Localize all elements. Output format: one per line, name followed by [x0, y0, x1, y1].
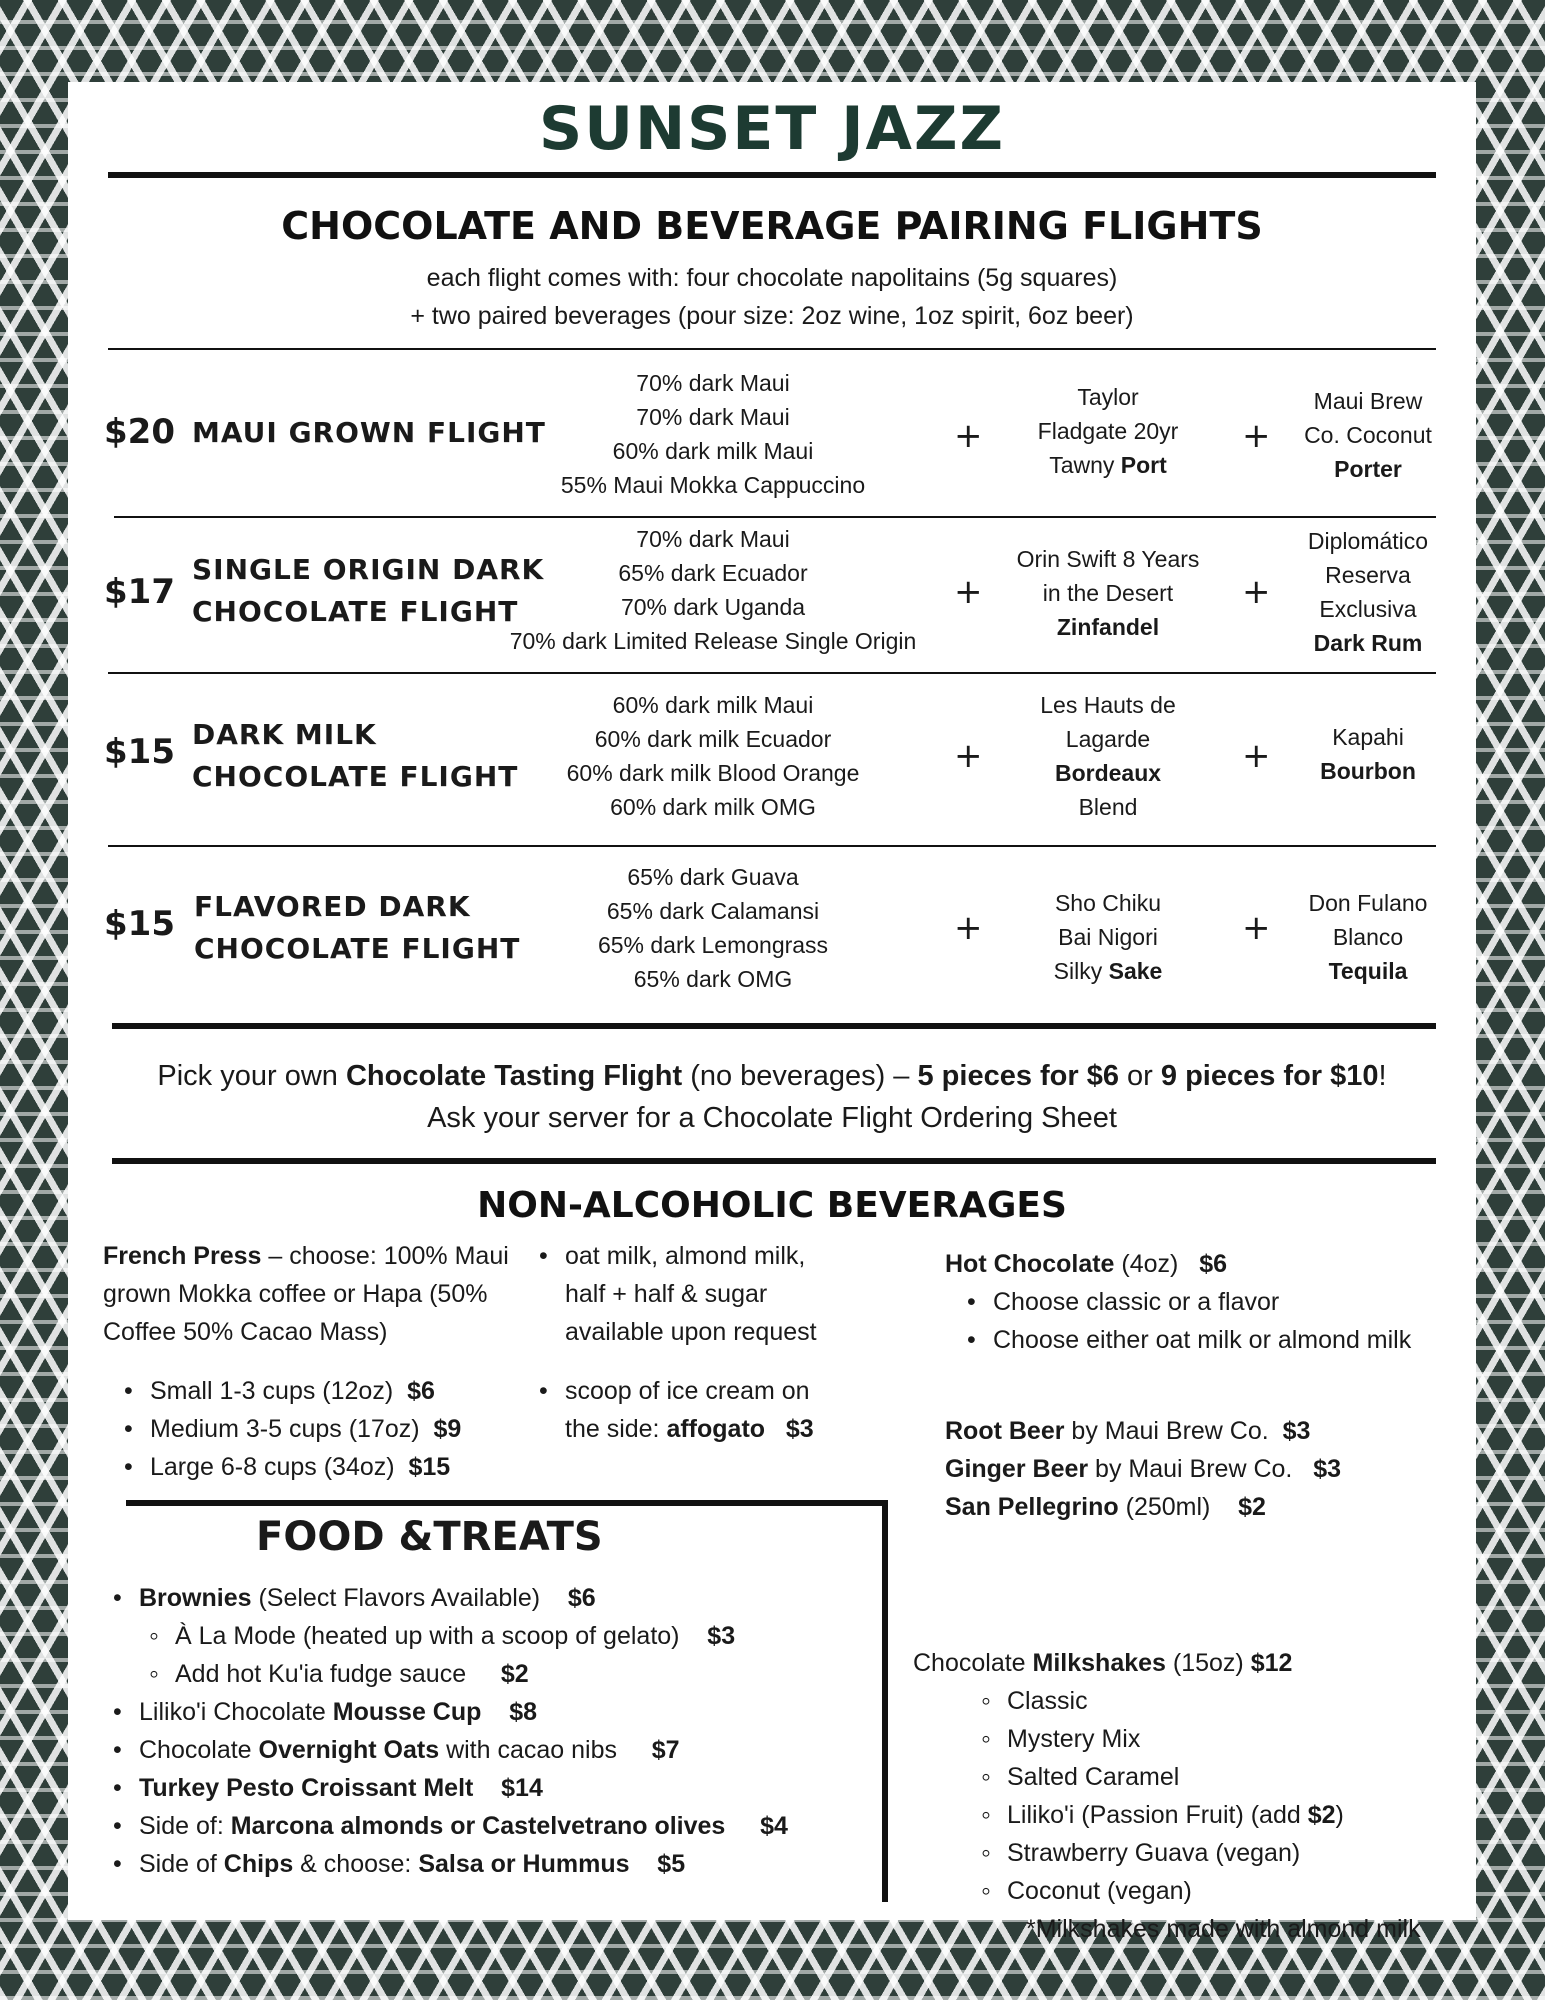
food-price: $8	[509, 1698, 537, 1726]
plus-icon: +	[954, 908, 983, 948]
list-item: ◦ Salted Caramel	[1007, 1758, 1427, 1796]
beverage-type: Tequila	[1328, 958, 1408, 984]
flight-price: $20	[104, 412, 175, 452]
food-detail: Side of:	[139, 1812, 231, 1840]
list-item	[175, 1617, 879, 1655]
french-press-label: French Press	[103, 1242, 262, 1270]
soda-detail: by Maui Brew Co.	[1064, 1417, 1269, 1445]
soda-row	[945, 1488, 1425, 1526]
food-name: Mousse Cup	[332, 1698, 482, 1726]
size-price: $6	[407, 1377, 435, 1405]
milkshake-size: (15oz)	[1165, 1649, 1251, 1677]
flight-name-line: CHOCOLATE FLIGHT	[192, 760, 519, 793]
soda-price: $3	[1282, 1417, 1311, 1445]
chocolate-item: 70% dark Maui	[636, 526, 790, 552]
food-price: $5	[657, 1850, 686, 1878]
milkshakes	[913, 1644, 1292, 1682]
divider	[108, 672, 1436, 674]
list-item: ◦ Mystery Mix	[1007, 1720, 1427, 1758]
soda-name: Root Beer	[945, 1417, 1065, 1445]
beverage-line: Lagarde	[1065, 726, 1151, 752]
beverage-type: Bourbon	[1320, 758, 1416, 784]
beverage-type: Zinfandel	[1056, 614, 1160, 640]
beverage-line	[1268, 954, 1468, 988]
milkshake-flavor-text: )	[1335, 1801, 1344, 1829]
chocolate-item: 70% dark Maui	[636, 370, 790, 396]
beverage-line: Exclusiva	[1319, 596, 1417, 622]
chocolate-item: 60% dark milk Ecuador	[594, 726, 832, 752]
list-item	[565, 1237, 865, 1351]
beverage-line: Bai Nigori	[1058, 924, 1158, 950]
flight-name-line: SINGLE ORIGIN DARK	[192, 553, 545, 586]
milk-line: half + half & sugar	[565, 1280, 768, 1308]
food-detail: & choose:	[293, 1850, 419, 1878]
flight-beverage-1	[998, 380, 1218, 482]
flight-beverage-1	[998, 688, 1218, 824]
title-rule	[108, 172, 1436, 178]
note-bold: 9 pieces for $10	[1160, 1060, 1379, 1092]
french-press-text: – choose: 100% Maui	[261, 1242, 509, 1270]
flight-beverage-1	[998, 886, 1218, 988]
hot-chocolate-price: $6	[1199, 1250, 1228, 1278]
hot-chocolate	[945, 1245, 1227, 1283]
list-item	[150, 1448, 530, 1486]
beverage-line: Maui Brew	[1313, 388, 1423, 414]
food-detail: Chocolate	[139, 1736, 259, 1764]
hot-chocolate-options	[993, 1283, 1443, 1359]
chocolate-item: 65% dark Calamansi	[606, 898, 820, 924]
beverage-line	[988, 610, 1228, 644]
milkshake-note: *Milkshakes made with almond milk	[1026, 1915, 1421, 1943]
beverage-line	[998, 756, 1218, 790]
soda-detail: by Maui Brew Co.	[1088, 1455, 1293, 1483]
affogato-line: • scoop of ice cream on	[565, 1377, 810, 1405]
beverage-line: Orin Swift 8 Years	[1016, 546, 1200, 572]
food-price: $4	[760, 1812, 788, 1840]
size-label: Large 6-8 cups (34oz)	[150, 1453, 395, 1481]
affogato	[565, 1372, 865, 1448]
flight-name	[192, 549, 544, 633]
flight-price: $15	[104, 732, 175, 772]
list-item	[139, 1769, 879, 1807]
flight-beverage-2	[1268, 720, 1468, 788]
flight-chocolates	[518, 860, 908, 996]
beverage-type: Port	[1120, 452, 1167, 478]
flight-beverage-1	[988, 542, 1228, 644]
plus-icon: +	[954, 416, 983, 456]
hot-chocolate-size: (4oz)	[1114, 1250, 1179, 1278]
milkshake-text: Chocolate	[913, 1649, 1033, 1677]
affogato-text: the side:	[565, 1415, 667, 1443]
page-title: SUNSET JAZZ	[539, 94, 1005, 164]
flight-name	[194, 886, 520, 970]
beverage-line: Reserva	[1325, 562, 1411, 588]
food-name: Chips	[223, 1850, 294, 1878]
list-item: • Choose classic or a flavor	[993, 1283, 1443, 1321]
beverage-type: Porter	[1334, 456, 1402, 482]
beverage-line: Blend	[1078, 794, 1138, 820]
chocolate-item: 60% dark milk Maui	[612, 438, 814, 464]
flight-chocolates	[518, 366, 908, 502]
flight-beverage-2	[1268, 524, 1468, 660]
french-press-line: grown Mokka coffee or Hapa (50%	[103, 1280, 488, 1308]
affogato-line	[565, 1410, 865, 1448]
flight-name-line: DARK MILK	[192, 718, 377, 751]
milkshake-flavors	[1007, 1682, 1427, 1910]
beverage-type: Sake	[1108, 958, 1163, 984]
beverage-line: Taylor	[1077, 384, 1139, 410]
size-label: Small 1-3 cups (12oz)	[150, 1377, 394, 1405]
list-item: ◦ Classic	[1007, 1682, 1427, 1720]
french-press	[103, 1237, 523, 1351]
milkshake-flavor-text: Liliko'i (Passion Fruit) (add	[1007, 1801, 1308, 1829]
divider	[108, 845, 1436, 847]
beverage-line: Diplomático	[1307, 528, 1429, 554]
list-item	[150, 1410, 530, 1448]
milk-line: • oat milk, almond milk,	[565, 1242, 806, 1270]
list-item	[175, 1655, 879, 1693]
note-text: (no beverages) –	[682, 1060, 918, 1092]
beverage-line: Blanco	[1332, 924, 1404, 950]
beverage-type: Dark Rum	[1313, 630, 1423, 656]
milkshake-label: Milkshakes	[1032, 1649, 1166, 1677]
divider	[114, 516, 1436, 518]
beverage-prefix: Tawny	[1049, 452, 1121, 478]
food-price: $2	[500, 1660, 529, 1688]
milk-line: available upon request	[565, 1318, 817, 1346]
plus-icon: +	[954, 736, 983, 776]
food-detail: (Select Flavors Available)	[251, 1584, 541, 1612]
list-item	[1007, 1796, 1427, 1834]
food-box-top-rule	[126, 1500, 886, 1506]
note-bold: Chocolate Tasting Flight	[345, 1060, 683, 1092]
flight-chocolates	[518, 688, 908, 824]
beverage-line	[1268, 754, 1468, 788]
plus-icon: +	[1242, 572, 1271, 612]
flights-subtitle-2: + two paired beverages (pour size: 2oz wine, 1oz spirit, 6oz beer)	[410, 302, 1134, 330]
note-text: !	[1378, 1060, 1387, 1092]
food-box-side-rule	[882, 1500, 888, 1902]
flight-name-line: CHOCOLATE FLIGHT	[194, 932, 521, 965]
plus-icon: +	[1242, 908, 1271, 948]
affogato-label: affogato	[666, 1415, 766, 1443]
tasting-flight-ask: Ask your server for a Chocolate Flight Ordering Sheet	[427, 1102, 1117, 1134]
soda-name: Ginger Beer	[945, 1455, 1089, 1483]
chocolate-item: 70% dark Maui	[636, 404, 790, 430]
soda-name: San Pellegrino	[945, 1493, 1119, 1521]
size-price: $9	[433, 1415, 462, 1443]
beverage-line	[998, 448, 1218, 482]
chocolate-item: 55% Maui Mokka Cappuccino	[560, 472, 866, 498]
soda-detail: (250ml)	[1118, 1493, 1211, 1521]
list-item	[139, 1693, 879, 1731]
chocolate-item: 65% dark OMG	[633, 966, 793, 992]
food-price: $6	[567, 1584, 596, 1612]
divider-thick	[112, 1158, 1436, 1164]
french-press-line	[103, 1237, 523, 1275]
flights-subtitle-1: each flight comes with: four chocolate napolitains (5g squares)	[426, 264, 1118, 292]
food-detail: Liliko'i Chocolate	[139, 1698, 333, 1726]
sodas	[945, 1412, 1425, 1526]
food-title: FOOD &TREATS	[256, 1514, 603, 1560]
food-detail: À La Mode (heated up with a scoop of gelato)	[175, 1622, 680, 1650]
size-price: $15	[408, 1453, 451, 1481]
food-price: $3	[707, 1622, 736, 1650]
note-text: or	[1119, 1060, 1161, 1092]
beverage-line	[1268, 452, 1468, 486]
beverage-prefix: Silky	[1053, 958, 1109, 984]
divider	[108, 348, 1436, 350]
beverage-line: Co. Coconut	[1304, 422, 1432, 448]
flight-name	[192, 714, 518, 798]
beverage-line: Sho Chiku	[1054, 890, 1162, 916]
beverage-type: Bordeaux	[1054, 760, 1162, 786]
beverage-line: Don Fulano	[1308, 890, 1428, 916]
divider-thick	[112, 1023, 1436, 1029]
beverage-line: Les Hauts de	[1040, 692, 1176, 718]
beverage-line: Kapahi	[1332, 724, 1404, 750]
food-name: Marcona almonds or Castelvetrano olives	[230, 1812, 726, 1840]
food-list	[139, 1579, 879, 1883]
chocolate-item: 65% dark Ecuador	[618, 560, 808, 586]
flight-name-line: CHOCOLATE FLIGHT	[192, 595, 519, 628]
chocolate-item: 65% dark Guava	[627, 864, 799, 890]
french-press-sizes	[150, 1372, 530, 1486]
soda-row	[945, 1450, 1425, 1488]
chocolate-item: 60% dark milk Blood Orange	[566, 760, 860, 786]
flights-heading: CHOCOLATE AND BEVERAGE PAIRING FLIGHTS	[281, 204, 1263, 248]
list-item	[565, 1372, 865, 1448]
soda-row	[945, 1412, 1425, 1450]
beverage-line: in the Desert	[1042, 580, 1174, 606]
food-detail: Side of	[139, 1850, 224, 1878]
food-name: Salsa or Hummus	[418, 1850, 630, 1878]
flight-beverage-2	[1268, 384, 1468, 486]
chocolate-item: 60% dark milk Maui	[612, 692, 814, 718]
tasting-flight-note	[68, 1055, 1476, 1097]
list-item	[150, 1372, 530, 1410]
chocolate-item: 60% dark milk OMG	[610, 794, 816, 820]
flight-price: $15	[104, 904, 175, 944]
flight-chocolates	[498, 522, 928, 658]
nab-heading: NON-ALCOHOLIC BEVERAGES	[477, 1185, 1067, 1226]
food-detail: Add hot Ku'ia fudge sauce	[175, 1660, 467, 1688]
food-name: Overnight Oats	[258, 1736, 440, 1764]
food-name: Turkey Pesto Croissant Melt	[139, 1774, 474, 1802]
food-price: $14	[501, 1774, 543, 1802]
soda-price: $2	[1238, 1493, 1266, 1521]
plus-icon: +	[1242, 416, 1271, 456]
list-item: • Choose either oat milk or almond milk	[993, 1321, 1443, 1359]
milkshake-price: $12	[1250, 1649, 1293, 1677]
plus-icon: +	[954, 572, 983, 612]
flight-price: $17	[104, 572, 175, 612]
flight-name-line: FLAVORED DARK	[194, 890, 471, 923]
hot-chocolate-label: Hot Chocolate	[945, 1250, 1115, 1278]
flight-beverage-2	[1268, 886, 1468, 988]
note-text: Pick your own	[157, 1060, 346, 1092]
list-item	[139, 1579, 879, 1617]
list-item	[139, 1845, 879, 1883]
list-item	[139, 1731, 879, 1769]
flight-name: MAUI GROWN FLIGHT	[192, 416, 546, 449]
french-press-line: Coffee 50% Cacao Mass)	[103, 1318, 388, 1346]
chocolate-item: 65% dark Lemongrass	[597, 932, 829, 958]
milkshake-flavor-price: $2	[1307, 1801, 1336, 1829]
chocolate-item: 70% dark Uganda	[620, 594, 806, 620]
food-name: Brownies	[139, 1584, 252, 1612]
beverage-line: Fladgate 20yr	[1037, 418, 1179, 444]
milk-options	[565, 1237, 865, 1351]
size-label: Medium 3-5 cups (17oz)	[150, 1415, 420, 1443]
affogato-price: $3	[785, 1415, 814, 1443]
menu-sheet	[68, 82, 1476, 1943]
list-item: ◦ Coconut (vegan)	[1007, 1872, 1427, 1910]
food-price: $7	[651, 1736, 680, 1764]
note-bold: 5 pieces for $6	[917, 1060, 1119, 1092]
beverage-line	[1268, 626, 1468, 660]
beverage-line	[998, 954, 1218, 988]
plus-icon: +	[1242, 736, 1271, 776]
food-detail: with cacao nibs	[439, 1736, 617, 1764]
list-item: ◦ Strawberry Guava (vegan)	[1007, 1834, 1427, 1872]
soda-price: $3	[1313, 1455, 1342, 1483]
chocolate-item: 70% dark Limited Release Single Origin	[509, 628, 917, 654]
list-item	[139, 1807, 879, 1845]
